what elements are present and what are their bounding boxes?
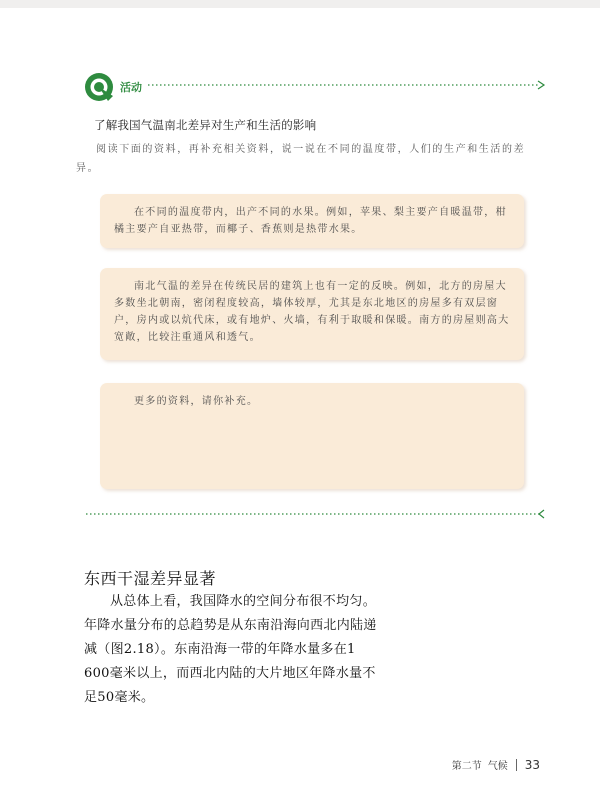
note-text: 更多的资料，请你补充。	[134, 396, 259, 407]
page-number: 33	[524, 757, 540, 772]
activity-intro: 阅读下面的资料，再补充相关资料，说一说在不同的温度带，人们的生产和生活的差异。	[76, 144, 526, 174]
note-text: 南北气温的差异在传统民居的建筑上也有一定的反映。例如，北方的房屋大多数坐北朝南，密闭程度较高，墙体较厚，尤其是东北地区的房屋多有双层窗户，房内或以炕代床，或有地炉、火墙，有利于取暖和保暖。南方的房屋则高大宽敞，比较注重通风和透气。	[114, 281, 510, 343]
note-box-dwellings	[100, 268, 524, 360]
section-body	[84, 590, 384, 710]
footer-separator	[516, 759, 517, 771]
body-paragraph: 从总体上看，我国降水的空间分布很不均匀。年降水量分布的总趋势是从东南沿海向西北内陆递减（图2.18）。东南沿海一带的年降水量多在1 600毫米以上，而西北内陆的大片地区年降水量不足50毫米。	[84, 594, 377, 705]
activity-label: 活动	[120, 81, 142, 94]
section-heading: 东西干湿差异显著	[84, 569, 217, 588]
footer-topic: 气候	[487, 761, 508, 772]
activity-end-divider	[84, 509, 546, 519]
activity-header	[84, 70, 546, 104]
activity-arrow-divider	[148, 80, 546, 90]
activity-logo-icon	[84, 72, 114, 102]
page-footer	[452, 757, 540, 772]
note-text: 在不同的温度带内，出产不同的水果。例如，苹果、梨主要产自暖温带，柑橘主要产自亚热带，而椰子、香蕉则是热带水果。	[114, 207, 507, 235]
note-box-more	[100, 383, 524, 489]
top-bar	[0, 0, 600, 8]
note-box-fruits	[100, 194, 524, 248]
footer-section: 第二节	[451, 761, 482, 772]
activity-title: 了解我国气温南北差异对生产和生活的影响	[94, 118, 317, 132]
